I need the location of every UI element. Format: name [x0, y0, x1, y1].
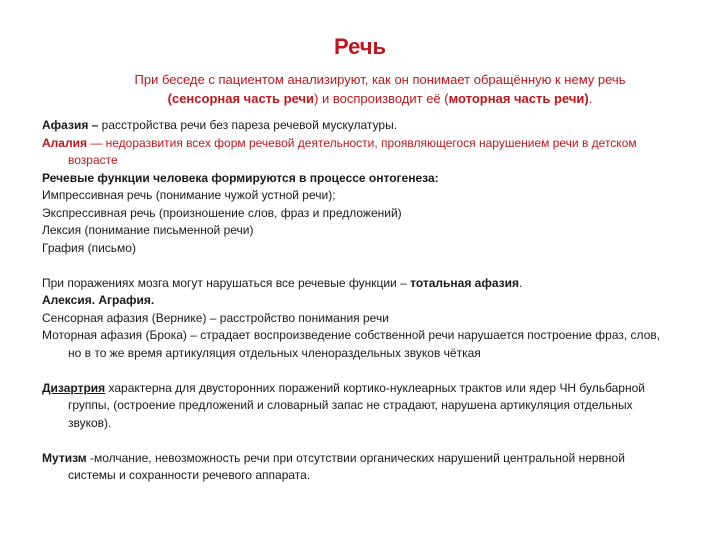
total-aphasia: При поражениях мозга могут нарушаться все речевые функции – тотальная афазия. [42, 275, 523, 290]
dysarthria-definition [42, 380, 672, 433]
spacer [42, 362, 672, 380]
subtitle-line1: При беседе с пациентом анализируют, как он понимает обращённую к нему речь [134, 72, 626, 87]
function-item: Импрессивная речь (понимание чужой устной речи); [42, 188, 336, 202]
subtitle-end: . [588, 91, 593, 106]
dysarthria-text: характерна для двусторонних поражений кортико-нуклеарных трактов или ядер ЧН бульбарной группы, (остроение предложений и словарный запас не страдают, нарушена артикуляция отдельных звуков). [68, 380, 645, 430]
alalia-text: — недоразвития всех форм речевой деятельности, проявляющегося нарушением речи в детском возрасте [68, 135, 637, 167]
mutism-term: Мутизм [42, 450, 87, 465]
aphasia-definition [42, 117, 672, 135]
function-item: Графия (письмо) [42, 240, 136, 255]
aphasia-text: расстройства речи без пареза речевой мускулатуры. [98, 118, 398, 132]
total-aphasia-term: тотальная афазия [410, 275, 519, 290]
aphasia-term: Афазия – [42, 118, 99, 132]
mutism-text: -молчание, невозможность речи при отсутствии органических нарушений центральной нервной системы и сохранности речевого аппарата. [68, 450, 625, 482]
alexia-agraphia: Алексия. Аграфия. [42, 293, 155, 307]
function-item: Лексия (понимание письменной речи) [42, 223, 254, 237]
spacer [42, 257, 672, 275]
alalia-definition [42, 135, 672, 170]
subtitle-mid: ) и воспроизводит её ( [314, 91, 449, 106]
subtitle [60, 70, 700, 108]
functions-heading: Речевые функции человека формируются в процессе онтогенеза: [42, 170, 439, 185]
alalia-term: Алалия [42, 135, 87, 150]
motor-aphasia: Моторная афазия (Брока) – страдает воспроизведение собственной речи нарушается построение фраз, слов, но в то же время артикуляция отдельных членораздельных звуков чёткая [42, 328, 661, 360]
subtitle-sensory: (сенсорная часть речи [167, 91, 315, 106]
dysarthria-term: Дизартрия [42, 380, 106, 395]
spacer [42, 432, 672, 450]
sensory-aphasia: Сенсорная афазия (Вернике) – расстройство понимания речи [42, 310, 389, 325]
page-title: Речь [333, 34, 387, 59]
mutism-definition [42, 450, 672, 485]
content-body [42, 117, 672, 485]
function-item: Экспрессивная речь (произношение слов, фраз и предложений) [42, 205, 402, 220]
subtitle-motor: моторная часть речи) [448, 91, 589, 106]
